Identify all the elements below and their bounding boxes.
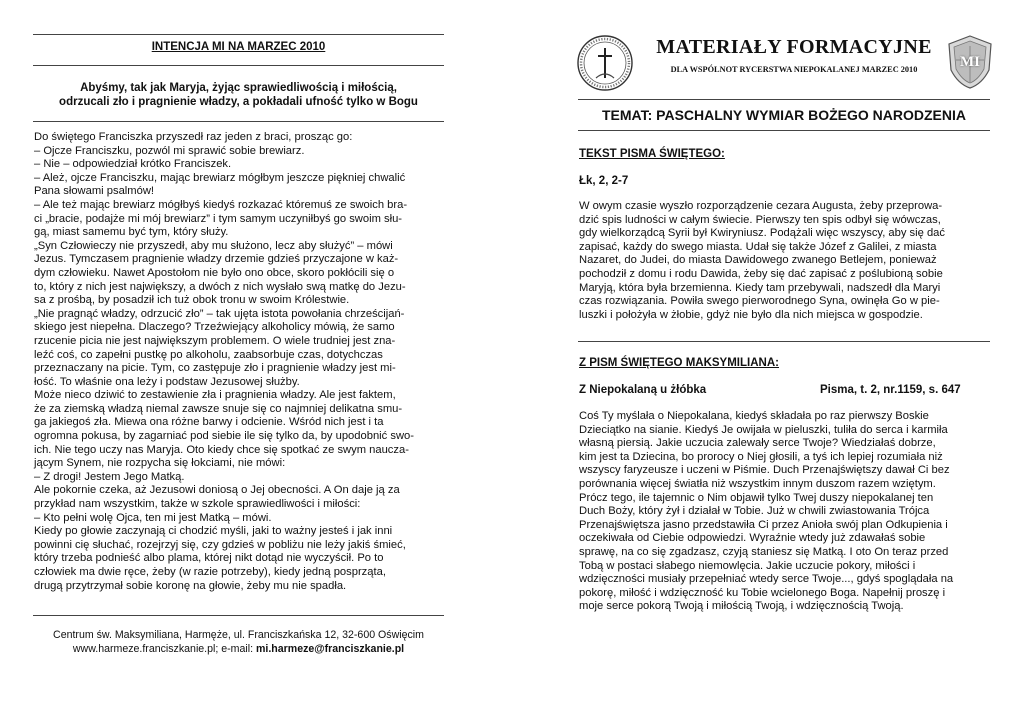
text-line: człowiek ma dwie ręce, żeby (w razie potrzeby), kiedy jedną posprząta, <box>34 566 386 578</box>
scripture-reference: Łk, 2, 2-7 <box>579 175 629 187</box>
topic-title: TEMAT: PASCHALNY WYMIAR BOŻEGO NARODZENIA <box>602 107 966 123</box>
text-line: porównania więcej światła niż wszystkim innym duszom razem wziętym. <box>579 477 936 490</box>
maximilian-source: Pisma, t. 2, nr.1159, s. 647 <box>820 384 961 396</box>
footer-contact <box>33 643 444 657</box>
text-line: Jezus. Tymczasem pragnienie władzy drzemie gdzieś przyczajone w każ- <box>34 253 399 266</box>
text-line: gą, miast samemu być tym, który służy. <box>34 226 229 239</box>
divider <box>578 99 990 100</box>
text-line: Do świętego Franciszka przyszedł raz jeden z braci, prosząc go: <box>34 131 353 143</box>
divider <box>33 121 444 122</box>
text-line: „Nie pragnąć władzy, odrzucić zło” – tak ujęta istota powołania chrześcijań- <box>34 307 405 320</box>
text-line: rzucenie picia nie jest największym problemem. O wiele trudniej jest zna- <box>34 334 396 347</box>
text-line: dym człowieku. Nawet Apostołom nie było ono obce, skoro pokłócili się o <box>34 266 395 279</box>
text-line: oczekiwała od Ciebie odpowiedzi. Wyraźnie wtedy już zdawałaś sobie <box>579 532 926 545</box>
intention-line: Abyśmy, tak jak Maryja, żyjąc sprawiedliwością i miłością, <box>80 82 397 94</box>
text-line: zapisać, każdy do swego miasta. Udał się także Józef z Galilei, z miasta <box>579 240 937 253</box>
text-line: pochodził z domu i rodu Dawida, żeby się dać zapisać z poślubioną sobie <box>579 267 943 280</box>
text-line: jącym Synem, nie rozpycha się łokciami, nie mówi: <box>34 457 286 470</box>
maximilian-heading: Z PISM ŚWIĘTEGO MAKSYMILIANA: <box>579 357 779 369</box>
footer-email[interactable]: mi.harmeze@franciszkanie.pl <box>256 642 405 655</box>
text-line: Przenajświętsza jasno przedstawiła Ci przez Anioła swój plan Odkupienia i <box>579 518 948 531</box>
mi-badge-text: MI <box>960 54 980 70</box>
maximilian-subtitle: Z Niepokalaną u żłóbka <box>579 384 707 396</box>
text-line: łość. To właśnie ona leży i podstaw Jezusowej służby. <box>34 375 300 388</box>
text-line: Duch Boży, który żył i działał w Tobie. Już w chwili zwiastowania Trójca <box>579 505 930 518</box>
franciscan-story <box>34 131 444 593</box>
text-line: który trzeba podnieść albo plama, której nikt dotąd nie wyczyścił. Po to <box>34 552 384 565</box>
text-line: że za ziemską władzą niemal zawsze snuje się co najmniej delikatna smu- <box>34 402 403 415</box>
intention-title: INTENCJA MI NA MARZEC 2010 <box>151 41 326 53</box>
text-line: sprawę, na co się zgadzasz, czyją staniesz się Matką. I oto On teraz przed <box>579 545 949 558</box>
text-line: Pana słowami psalmów! <box>34 185 155 198</box>
footer-address: Centrum św. Maksymiliana, Harmęże, ul. Franciszkańska 12, 32-600 Oświęcim <box>53 629 424 641</box>
text-line: „Syn Człowieczy nie przyszedł, aby mu służono, lecz aby służyć” – mówi <box>34 239 393 252</box>
divider <box>33 615 444 616</box>
text-line: czas rozwiązania. Powiła swego pierworodnego Syna, owinęła Go w pie- <box>579 295 940 308</box>
text-line: ogromna pokusa, by zagarniać pod siebie ile się tylko da, by upodobnić swo- <box>34 430 414 443</box>
divider <box>578 341 990 342</box>
page-title: MATERIAŁY FORMACYJNE <box>656 36 932 58</box>
text-line: wdzięczności musiały przepełniać wtedy serce Twoje..., gdyś spoglądała na <box>579 573 954 586</box>
text-line: kim jest ta Dziecina, bo proroсy o Niej głosili, a tyś ich lepiej rozumiała niż <box>579 450 943 463</box>
text-line: – Ale też mając brewiarz mógłbyś kiedyś rozkazać któremuś ze swoich bra- <box>34 198 408 211</box>
text-line: W owym czasie wyszło rozporządzenie cezara Augusta, żeby przeprowa- <box>579 200 943 212</box>
text-line: przykład nam wszystkim, także w szkole sprawiedliwości i miłości: <box>34 498 361 511</box>
text-line: pokorę, miłość i wdzięczność ku Tobie wcielonego Boga. Napełnij proszę i <box>579 586 946 599</box>
text-line: Maryją, która była brzemienna. Kiedy tam przebywali, nadszedł dla Maryi <box>579 281 941 294</box>
text-line: Może nieco dziwić to zestawienie zła i pragnienia władzy. Ale jest faktem, <box>34 389 396 402</box>
text-line: powinni cię słuchać, rozejrzyj się, czy gdzieś w pobliżu nie leży jakiś śmieć, <box>34 538 406 551</box>
text-line: ich. Nie tego uczy nas Maryja. Oto kiedy chce się spotkać ze swym naucza- <box>34 443 409 456</box>
text-line: – Nie – odpowiedział krótko Franciszek. <box>34 158 232 171</box>
text-line: gdy wielkorządcą Syrii był Kwiryniusz. Podążali więc wszyscy, aby się dać <box>579 227 946 240</box>
text-line: Kiedy po głowie zaczynają ci chodzić myśli, jaki to ważny jesteś i jak inni <box>34 525 393 538</box>
text-line: luszki i położyła w żłobie, gdyż nie było dla nich miejsca w gospodzie. <box>579 308 923 321</box>
text-line: – Ależ, ojcze Franciszku, mając brewiarz mógłbym jeszcze piękniej chwalić <box>34 171 406 184</box>
text-line: Coś Ty myślała o Niepokalana, kiedyś składała po raz pierwszy Boskie <box>579 410 929 422</box>
maximilian-text <box>579 410 990 614</box>
text-line: własną piersią. Jakie uczucia zalewały serce Twoje? Wiedziałaś dobrze, <box>579 437 936 450</box>
text-line: to, który z nich jest największy, a dwóch z nich wysłało swą matkę do Jezu- <box>34 280 406 293</box>
divider <box>578 130 990 131</box>
text-line: drugą przytrzymał sobie koronę na głowie, żeby mu nie spadła. <box>34 579 347 592</box>
text-line: ga jakiegoś zła. Miewa ona różne barwy i odcienie. Wśród nich jest i ta <box>34 416 384 429</box>
text-line: – Z drogi! Jestem Jego Matką. <box>34 470 185 483</box>
divider <box>33 34 444 35</box>
intention-text <box>33 81 444 109</box>
divider <box>33 65 444 66</box>
text-line: leźć coś, co zapełni pustkę po alkoholu, zaabsorbuje czas, dotychczas <box>34 348 383 361</box>
text-line: skiego jest niepełna. Dlaczego? Trzeźwiejący alkoholicy mówią, że samo <box>34 321 395 334</box>
text-line: Tobą w postaci słabego niemowlęcia. Jakie uczucie pokory, miłości i <box>579 559 916 572</box>
scripture-text <box>579 200 990 322</box>
text-line: Prócz tego, ile tajemnic o Nim objawił tylko Twej duszy niepokalanej ten <box>579 491 934 504</box>
text-line: moje serce pokorą Twoją i miłością Twoją, i wdzięcznością Twoją. <box>579 600 904 613</box>
text-line: Ale pokornie czeka, aż Jezusowi doniosą o Jej obecności. A On daje ją za <box>34 484 400 497</box>
intention-line: odrzucali zło i pragnienie władzy, a pokładali ufność tylko w Bogu <box>59 96 418 108</box>
text-line: sa z prośbą, by posadził ich tuż obok tronu w swoim Królestwie. <box>34 294 350 307</box>
text-line: ci „bracie, podajże mi mój brewiarz” i tym samym uczyniłbyś go swoim słu- <box>34 212 403 225</box>
text-line: – Kto pełni wolę Ojca, ten mi jest Matką – mówi. <box>34 511 272 524</box>
text-line: Nazaret, do Judei, do miasta Dawidowego zwanego Betlejem, ponieważ <box>579 254 937 267</box>
page-subtitle: DLA WSPÓLNOT RYCERSTWA NIEPOKALANEJ MARZEC 2010 <box>670 65 918 74</box>
scripture-heading: TEKST PISMA ŚWIĘTEGO: <box>579 148 725 160</box>
text-line: Dzieciątko na sianie. Kiedyś Je owijała w pieluszki, tuliła do serca i karmiła <box>579 423 948 436</box>
text-line: dzić spis ludności w całym świecie. Pierwszy ten spis odbył się wówczas, <box>579 213 941 226</box>
footer <box>33 629 444 656</box>
text-line: przeznaczany na picie. Tym, co zastępuje zło i pragnienie władzy jest mi- <box>34 362 396 375</box>
text-line: wszyscy faryzeusze i uczeni w Piśmie. Duch Przenajświętszy dawał Ci bez <box>579 464 950 477</box>
footer-website[interactable]: www.harmeze.franciszkanie.pl; e-mail: <box>72 642 256 655</box>
text-line: – Ojcze Franciszku, pozwól mi sprawić sobie brewiarz. <box>34 144 305 157</box>
